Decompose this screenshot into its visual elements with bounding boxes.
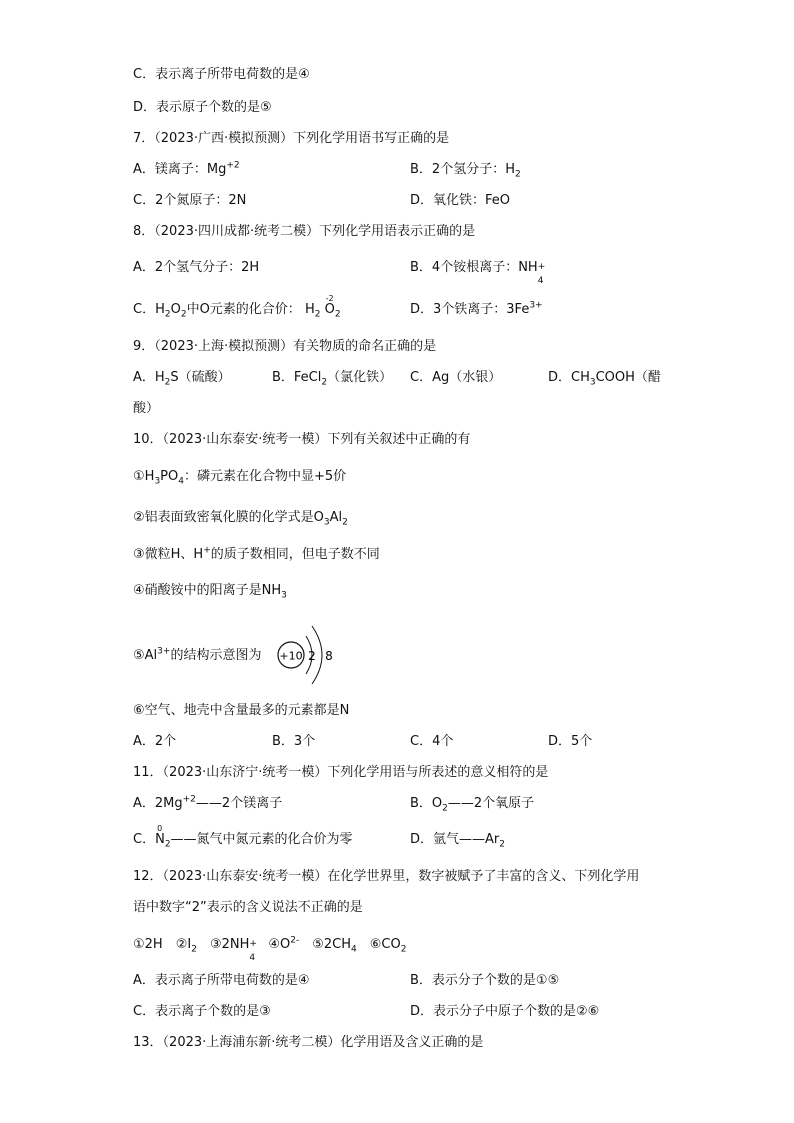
q9-option-d: D．$CH_3COOH$（醋: [548, 370, 661, 388]
q12-option-b: B．表示分子个数的是①⑤: [410, 973, 560, 988]
question-7: 7．（2023·广西·模拟预测）下列化学用语书写正确的是: [133, 131, 450, 146]
q9-option-b: B．FeCl$_2$（氯化铁）: [272, 370, 393, 388]
option-d-line: D．表示原子个数的是⑤: [133, 100, 272, 115]
question-11: 11．（2023·山东济宁·统考一模）下列化学用语与所表述的意义相符的是: [133, 765, 549, 780]
nucleus-charge: +10: [279, 649, 303, 663]
q10-item-4: ④硝酸铵中的阳离子是$NH_3$: [133, 583, 287, 601]
q10-option-b: B．3个: [272, 734, 316, 749]
q10-option-c: C．4个: [410, 734, 454, 749]
q11-option-d: D．氩气$——Ar_2$: [410, 832, 505, 850]
q10-item-2: ②铝表面致密氧化膜的化学式是$O_3Al_2$: [133, 510, 348, 528]
question-9: 9．（2023·上海·模拟预测）有关物质的命名正确的是: [133, 339, 437, 354]
q11-option-a: A．$2Mg^{+2}——2$个镁离子: [133, 794, 283, 811]
q12-items: ①2H $②I_2$ ③2NH + 4 $④O^{2-}$ $⑤2CH_4$ $⑥CO_2$: [133, 935, 407, 963]
q7-option-a: A．镁离子：$Mg^{+2}$: [133, 160, 240, 177]
option-c-line: C．表示离子所带电荷数的是④: [133, 67, 310, 82]
electron-count-1: 2: [308, 649, 316, 663]
atom-structure-diagram: [272, 622, 342, 688]
q8-option-b: B．4个铵根离子：NH + 4: [410, 260, 546, 286]
question-10: 10．（2023·山东泰安·统考一模）下列有关叙述中正确的有: [133, 432, 471, 447]
q10-item-6: ⑥空气、地壳中含量最多的元素都是N: [133, 703, 350, 718]
q11-option-b: B．$O_2——2$个氧原子: [410, 796, 535, 814]
question-8: 8．（2023·四川成都·统考二模）下列化学用语表示正确的是: [133, 224, 476, 239]
question-12-line-1: 12．（2023·山东泰安·统考一模）在化学世界里，数字被赋予了丰富的含义、下列化学用: [133, 869, 640, 884]
q12-option-d: D．表示分子中原子个数的是②⑥: [410, 1004, 600, 1019]
q10-item-1: $①H_3PO_4$：磷元素在化合物中显+5价: [133, 469, 347, 487]
q12-option-c: C．表示离子个数的是③: [133, 1004, 271, 1019]
q10-option-a: A．2个: [133, 734, 177, 749]
q9-option-d-cont: 酸）: [133, 401, 160, 416]
q12-option-a: A．表示离子所带电荷数的是④: [133, 973, 310, 988]
q9-option-c: C．Ag（水银）: [410, 370, 502, 385]
question-12-line-2: 语中数字“2”表示的含义说法不正确的是: [133, 900, 363, 915]
electron-count-2: 8: [325, 649, 333, 663]
q10-option-d: D．5个: [548, 734, 593, 749]
q8-option-c: C．$H_2O_2$中O元素的化合价： $H_2$ O -2 $_2$: [133, 294, 341, 320]
q8-option-d: D．3个铁离子：$3Fe^{3+}$: [410, 300, 543, 317]
q8-option-a: A．2个氢气分子：2H: [133, 260, 260, 275]
question-13: 13．（2023·上海浦东新·统考二模）化学用语及含义正确的是: [133, 1035, 484, 1050]
q7-option-d: D．氧化铁：FeO: [410, 193, 511, 208]
q11-option-c: C．N 0 $_2$——氮气中氮元素的化合价为零: [133, 824, 353, 850]
q10-item-3: ③微粒H、H+的质子数相同，但电子数不同: [133, 545, 380, 562]
q10-item-5: $⑤Al^{3+}$的结构示意图为: [133, 646, 262, 663]
q9-option-a: A．$H_2S$（硫酸）: [133, 370, 231, 388]
q7-option-c: C．2个氮原子：2N: [133, 193, 247, 208]
q7-option-b: B．2个氢分子：$H_2$: [410, 162, 521, 180]
